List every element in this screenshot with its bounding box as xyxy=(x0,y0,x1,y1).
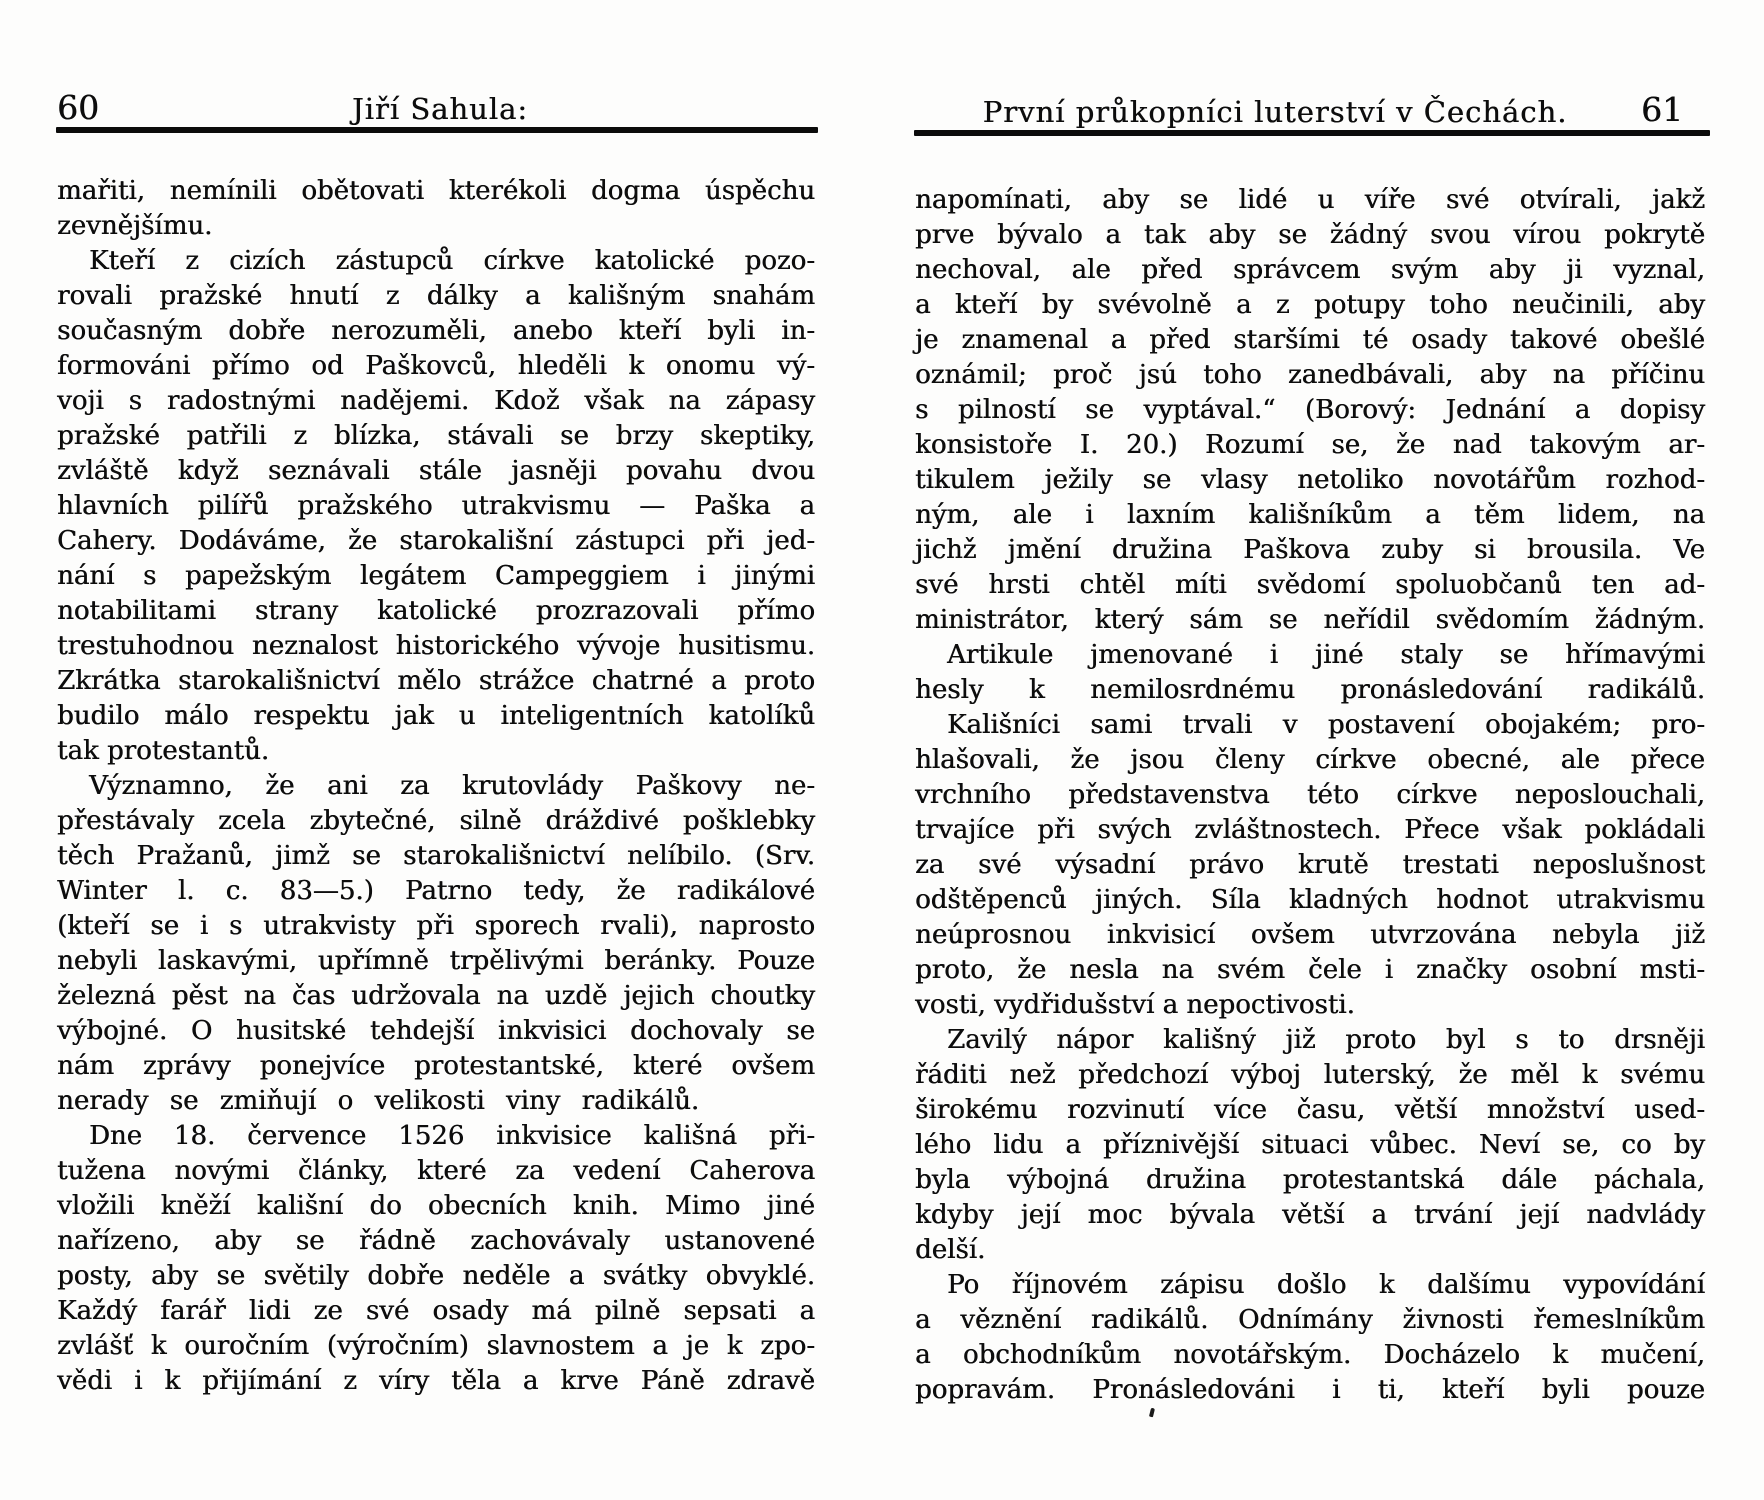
text-line: vložili kněží kališní do obecních knih. Mimo jiné xyxy=(57,1191,815,1221)
header-rule-right xyxy=(914,130,1710,136)
text-line: tužena novými články, které za vedení Caherova xyxy=(57,1156,815,1186)
text-line: Zkrátka starokališnictví mělo strážce chatrné a proto xyxy=(57,666,815,696)
text-line: a věznění radikálů. Odnímány živnosti řemeslníkům xyxy=(915,1305,1705,1335)
text-line: Dne 18. července 1526 inkvisice kališná při- xyxy=(89,1121,815,1151)
text-line: vosti, vydřidušství a nepoctivosti. xyxy=(915,990,1355,1020)
text-line: vrchního představenstva této církve neposlouchali, xyxy=(915,780,1705,810)
text-line: delší. xyxy=(915,1235,986,1265)
text-line: hlavních pilířů pražského utrakvismu — Paška a xyxy=(57,491,815,521)
page-number-left: 60 xyxy=(57,88,99,127)
running-title-left: Jiří Sahula: xyxy=(351,92,529,126)
text-line: konsistoře I. 20.) Rozumí se, že nad takovým ar- xyxy=(915,430,1705,460)
text-line: za své výsadní právo krutě trestati neposlušnost xyxy=(915,850,1705,880)
text-line: přestávaly zcela zbytečné, silně dráždivé pošklebky xyxy=(57,806,815,836)
text-line: napomínati, aby se lidé u víře své otvírali, jakž xyxy=(915,185,1705,215)
text-line: posty, aby se světily dobře neděle a svátky obvyklé. xyxy=(57,1261,815,1291)
text-line: formováni přímo od Paškovců, hleděli k onomu vý- xyxy=(57,351,815,381)
text-line: své hrsti chtěl míti svědomí spoluobčanů ten ad- xyxy=(915,570,1705,600)
text-line: zvláště když seznávali stále jasněji povahu dvou xyxy=(57,456,815,486)
text-line: vědi i k přijímání z víry těla a krve Páně zdravě xyxy=(57,1366,815,1396)
text-line: ministrátor, který sám se neřídil svědomím žádným. xyxy=(915,605,1705,635)
text-line: (kteří se i s utrakvisty při sporech rvali), naprosto xyxy=(57,911,815,941)
text-line: Zavilý nápor kališný již proto byl s to drsněji xyxy=(947,1025,1705,1055)
text-line: neúprosnou inkvisicí ovšem utvrzována nebyla již xyxy=(915,920,1705,950)
text-column-right xyxy=(915,183,1705,1408)
text-line: trestuhodnou neznalost historického vývoje husitismu. xyxy=(57,631,815,661)
text-line: řáditi než předchozí výboj luterský, že měl k svému xyxy=(915,1060,1705,1090)
text-line: zvlášť k ouročním (výročním) slavnostem a je k zpo- xyxy=(57,1331,815,1361)
text-line: tikulem ježily se vlasy netoliko novotářům rozhod- xyxy=(915,465,1705,495)
text-line: nechoval, ale před správcem svým aby ji vyznal, xyxy=(915,255,1705,285)
text-line: nám zprávy ponejvíce protestantské, které ovšem xyxy=(57,1051,815,1081)
text-line: Artikule jmenované i jiné staly se hřímavými xyxy=(947,640,1705,670)
text-line: pražské patřili z blízka, stávali se brzy skeptiky, xyxy=(57,421,815,451)
text-line: Kališníci sami trvali v postavení obojakém; pro- xyxy=(947,710,1705,740)
text-line: lého lidu a příznivější situaci vůbec. Neví se, co by xyxy=(915,1130,1705,1160)
text-line: nání s papežským legátem Campeggiem i jinými xyxy=(57,561,815,591)
text-line: současným dobře nerozuměli, anebo kteří byli in- xyxy=(57,316,815,346)
text-line: oznámil; proč jsú toho zanedbávali, aby na příčinu xyxy=(915,360,1705,390)
text-line: a kteří by svévolně a z potupy toho neučinili, aby xyxy=(915,290,1705,320)
text-line: Cahery. Dodáváme, že starokališní zástupci při jed- xyxy=(57,526,815,556)
text-line: je znamenal a před staršími té osady takové obešlé xyxy=(915,325,1705,355)
text-line: odštěpenců jiných. Síla kladných hodnot utrakvismu xyxy=(915,885,1705,915)
text-line: Po říjnovém zápisu došlo k dalšímu vypovídání xyxy=(947,1270,1705,1300)
text-line: Významno, že ani za krutovlády Paškovy ne- xyxy=(89,771,815,801)
text-line: tak protestantů. xyxy=(57,736,270,766)
text-line: širokému rozvinutí více času, větší množství used- xyxy=(915,1095,1705,1125)
text-line: hesly k nemilosrdnému pronásledování radikálů. xyxy=(915,675,1705,705)
text-line: hlašovali, že jsou členy církve obecné, ale přece xyxy=(915,745,1705,775)
text-line: mařiti, nemínili obětovati kterékoli dogma úspěchu xyxy=(57,176,815,206)
text-line: kdyby její moc bývala větší a trvání její nadvlády xyxy=(915,1200,1705,1230)
running-title-right: První průkopníci luterství v Čechách. xyxy=(982,95,1568,129)
text-line: voji s radostnými nadějemi. Kdož však na zápasy xyxy=(57,386,815,416)
text-line: proto, že nesla na svém čele i značky osobní msti- xyxy=(915,955,1705,985)
text-line: budilo málo respektu jak u inteligentních katolíků xyxy=(57,701,815,731)
page-number-right: 61 xyxy=(1641,90,1683,129)
text-line: zevnějšímu. xyxy=(57,211,213,241)
text-line: ným, ale i laxním kališníkům a těm lidem, na xyxy=(915,500,1705,530)
text-line: výbojné. O husitské tehdejší inkvisici dochovaly se xyxy=(57,1016,815,1046)
text-line: Každý farář lidi ze své osady má pilně sepsati a xyxy=(57,1296,815,1326)
text-line: byla výbojná družina protestantská dále páchala, xyxy=(915,1165,1705,1195)
text-line: nařízeno, aby se řádně zachovávaly ustanovené xyxy=(57,1226,815,1256)
text-line: a obchodníkům novotářským. Docházelo k mučení, xyxy=(915,1340,1705,1370)
text-line: rovali pražské hnutí z dálky a kališným snahám xyxy=(57,281,815,311)
text-line: notabilitami strany katolické prozrazovali přímo xyxy=(57,596,815,626)
text-line: Kteří z cizích zástupců církve katolické pozo- xyxy=(89,246,815,276)
text-line: nebyli laskavými, upřímně trpělivými beránky. Pouze xyxy=(57,946,815,976)
text-line: prve bývalo a tak aby se žádný svou vírou pokrytě xyxy=(915,220,1705,250)
scan-artifact-speck xyxy=(1149,1408,1155,1418)
text-line: jichž jmění družina Paškova zuby si brousila. Ve xyxy=(915,535,1705,565)
text-line: Winter l. c. 83—5.) Patrno tedy, že radikálové xyxy=(57,876,815,906)
text-line: železná pěst na čas udržovala na uzdě jejich choutky xyxy=(57,981,815,1011)
text-line: s pilností se vyptával.“ (Borový: Jednání a dopisy xyxy=(915,395,1705,425)
text-column-left xyxy=(57,174,815,1399)
text-line: trvajíce při svých zvláštnostech. Přece však pokládali xyxy=(915,815,1705,845)
text-line: nerady se zmiňují o velikosti viny radikálů. xyxy=(57,1086,700,1116)
text-line: popravám. Pronásledováni i ti, kteří byli pouze xyxy=(915,1375,1705,1405)
header-rule-left xyxy=(56,127,818,133)
text-line: těch Pražanů, jimž se starokališnictví nelíbilo. (Srv. xyxy=(57,841,815,871)
